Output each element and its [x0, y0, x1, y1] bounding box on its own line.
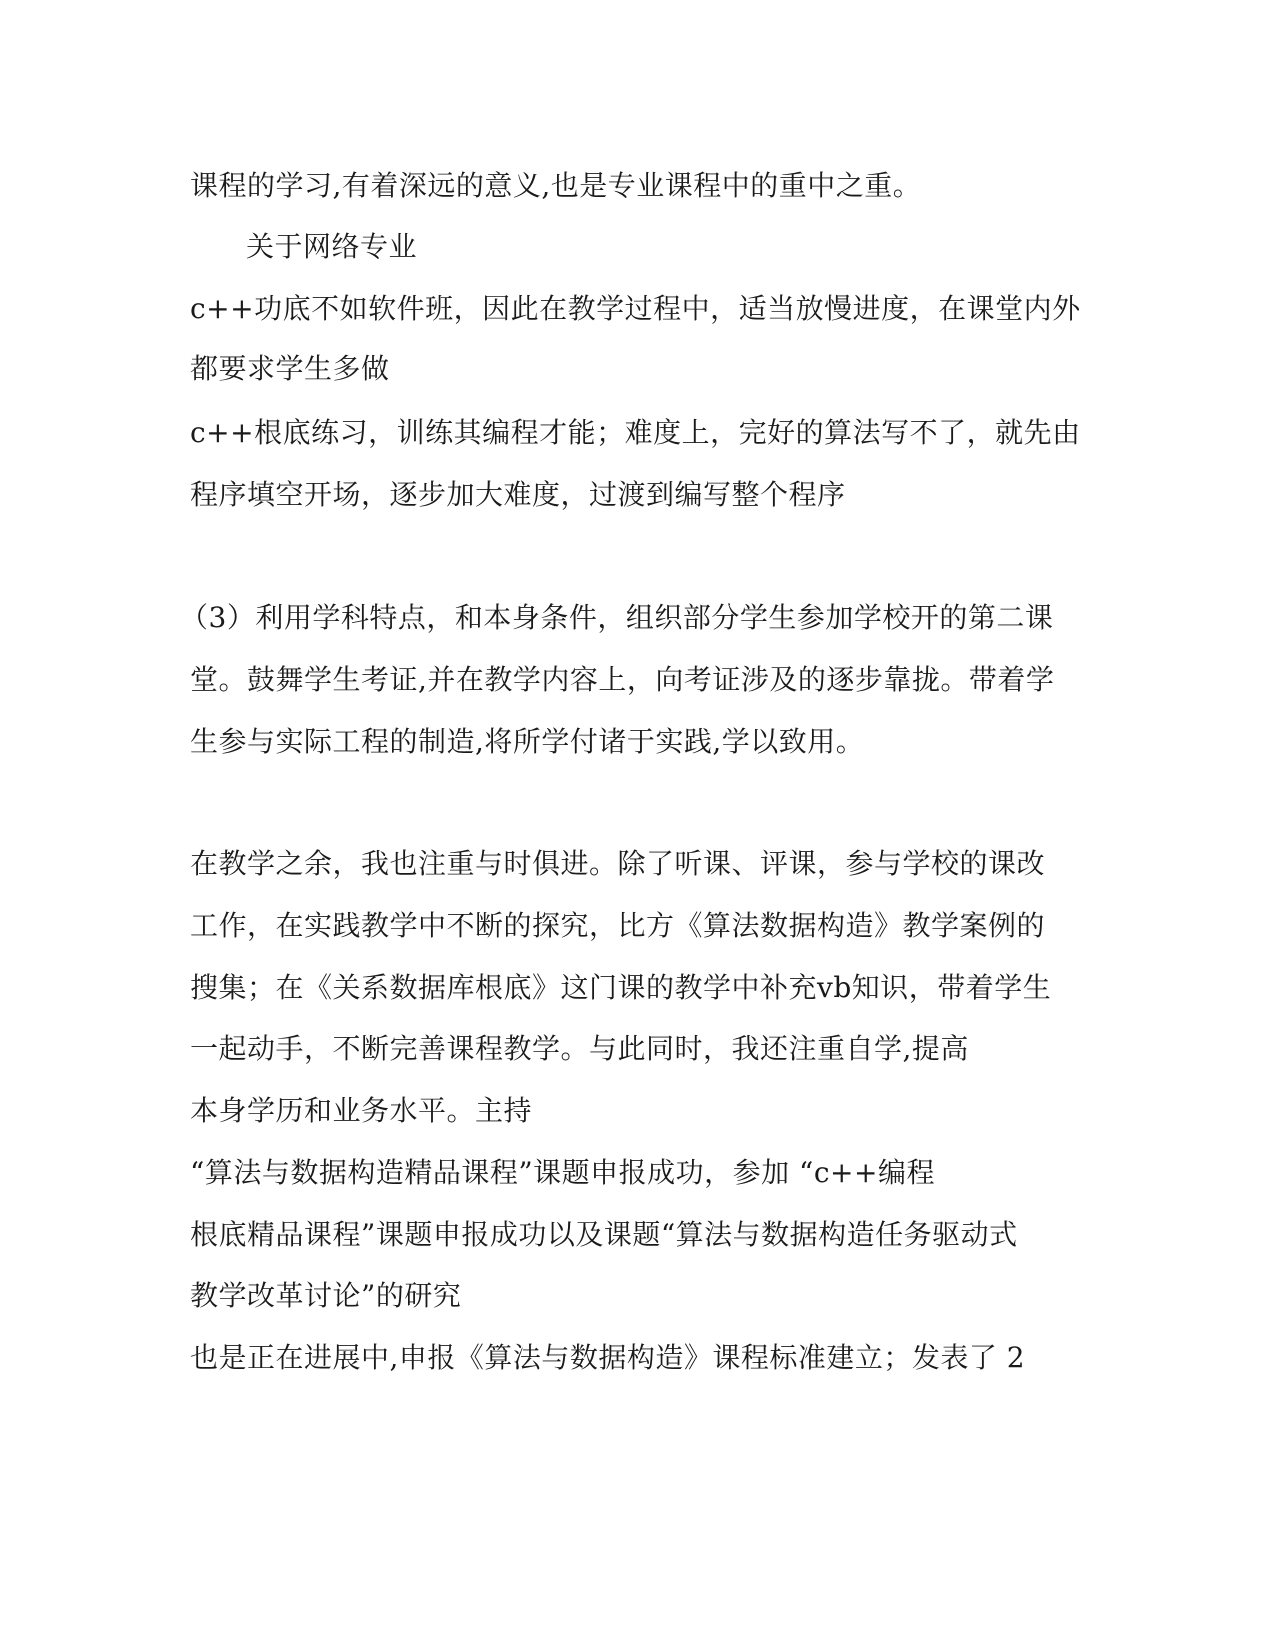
text-line-17: 教学改革讨论”的研究 — [190, 1279, 462, 1312]
text-line-16: 根底精品课程”课题申报成功以及课题“算法与数据构造任务驱动式 — [190, 1218, 1018, 1251]
text-line-11: 工作，在实践教学中不断的探究，比方《算法数据构造》教学案例的 — [190, 909, 1046, 942]
text-line-5: c++根底练习，训练其编程才能；难度上，完好的算法写不了，就先由 — [190, 416, 1081, 449]
text-line-13: 一起动手，不断完善课程教学。与此同时，我还注重自学,提高 — [190, 1032, 969, 1065]
text-line-3: c++功底不如软件班，因此在教学过程中，适当放慢进度，在课堂内外 — [190, 292, 1081, 325]
text-line-9: 生参与实际工程的制造,将所学付诸于实践,学以致用。 — [190, 725, 865, 758]
text-line-1: 课程的学习,有着深远的意义,也是专业课程中的重中之重。 — [190, 169, 922, 202]
text-line-4: 都要求学生多做 — [190, 352, 390, 385]
text-line-6: 程序填空开场，逐步加大难度，过渡到编写整个程序 — [190, 478, 846, 511]
text-line-18: 也是正在进展中,申报《算法与数据构造》课程标准建立；发表了 2 — [190, 1341, 1026, 1374]
section-heading-network: 关于网络专业 — [246, 230, 418, 263]
text-line-14: 本身学历和业务水平。主持 — [190, 1094, 533, 1127]
text-line-8: 堂。鼓舞学生考证,并在教学内容上，向考证涉及的逐步靠拢。带着学 — [190, 663, 1055, 696]
text-line-10: 在教学之余，我也注重与时俱进。除了听课、评课，参与学校的课改 — [190, 847, 1046, 880]
text-line-7: （3）利用学科特点，和本身条件，组织部分学生参加学校开的第二课 — [180, 601, 1054, 634]
text-line-12: 搜集；在《关系数据库根底》这门课的教学中补充vb知识，带着学生 — [190, 971, 1052, 1004]
text-line-15: “算法与数据构造精品课程”课题申报成功，参加 “c++编程 — [190, 1156, 935, 1189]
